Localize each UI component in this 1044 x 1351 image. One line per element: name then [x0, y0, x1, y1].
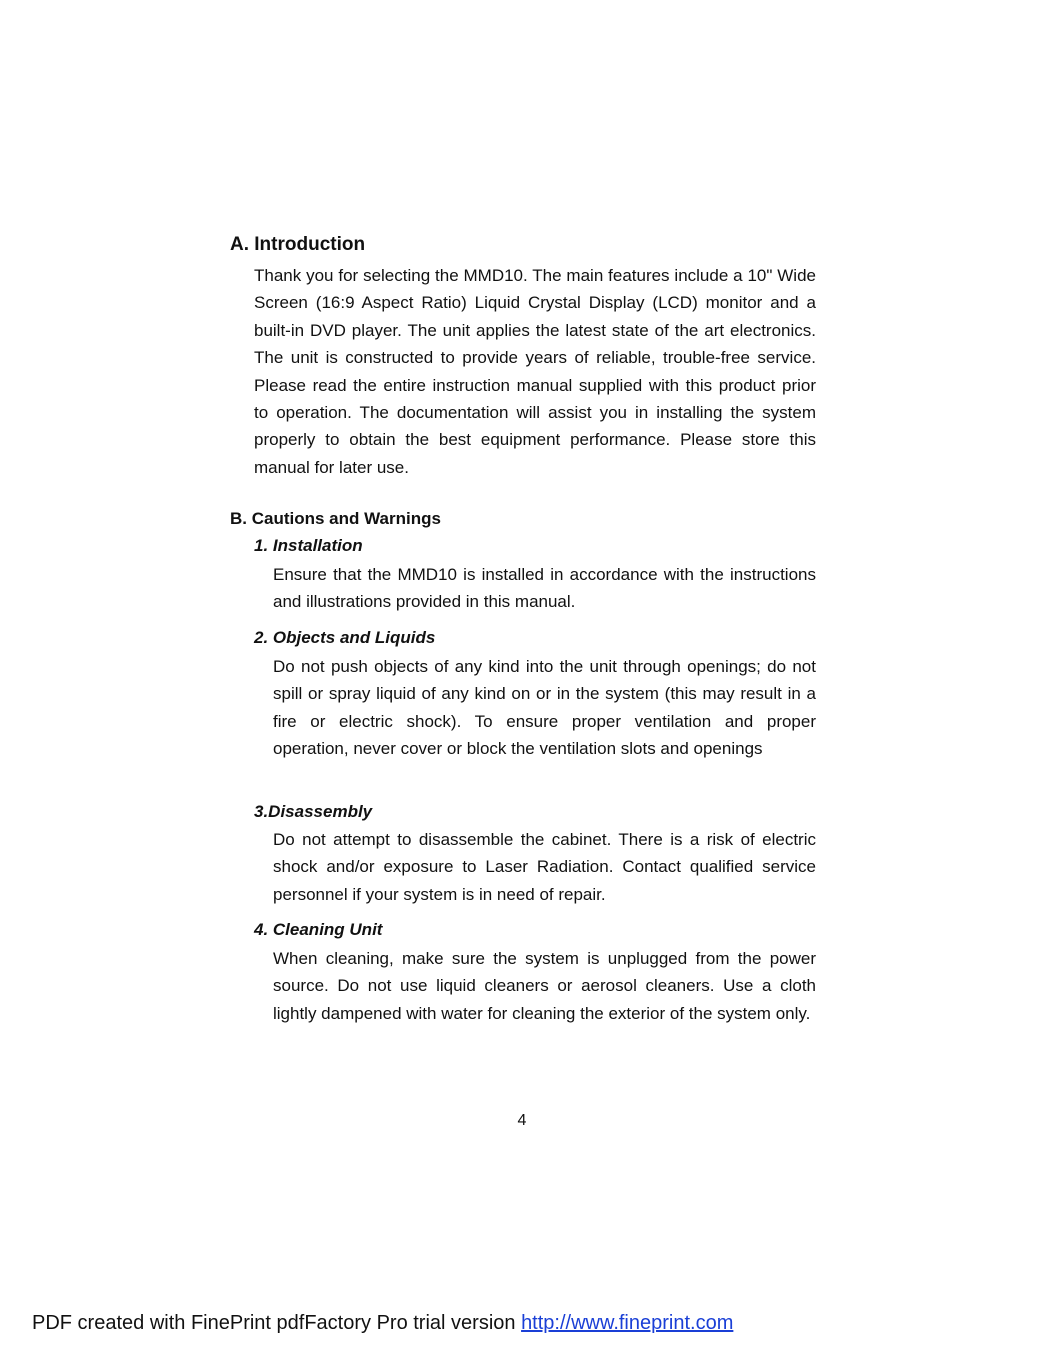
cleaning-text: When cleaning, make sure the system is unplugged from the power source. Do not use liquid cleaners or aerosol cleaners. Use a cloth lightly dampened with water for cleaning the exterior of the system only. — [273, 949, 816, 1023]
introduction-heading: A. Introduction — [230, 234, 366, 255]
fineprint-link[interactable]: http://www.fineprint.com — [521, 1312, 734, 1334]
installation-heading: 1. Installation — [254, 536, 363, 555]
objects-liquids-text: Do not push objects of any kind into the unit through openings; do not spill or spray liquid of any kind on or in the system (this may result in a fire or electric shock). To ensure proper ventilation and proper operation, never cover or block the ventilation slots and openings — [273, 657, 816, 759]
cleaning-heading: 4. Cleaning Unit — [254, 920, 383, 939]
cautions-heading: B. Cautions and Warnings — [230, 509, 441, 528]
disassembly-text: Do not attempt to disassemble the cabinet. There is a risk of electric shock and/or exposure to Laser Radiation. Contact qualified service personnel if your system is in need of repair. — [273, 830, 816, 904]
installation-text: Ensure that the MMD10 is installed in accordance with the instructions and illustrations provided in this manual. — [273, 565, 816, 612]
objects-liquids-heading: 2. Objects and Liquids — [254, 628, 436, 647]
page-number: 4 — [517, 1112, 527, 1129]
footer-text: PDF created with FinePrint pdfFactory Pro trial version — [32, 1312, 522, 1334]
pdf-footer — [32, 1312, 733, 1335]
disassembly-heading: 3.Disassembly — [254, 802, 373, 821]
introduction-text: Thank you for selecting the MMD10. The main features include a 10" Wide Screen (16:9 Aspect Ratio) Liquid Crystal Display (LCD) monitor and a built-in DVD player. The unit applies the latest state of the art electronics. The unit is constructed to provide years of reliable, trouble-free service. Please read the entire instruction manual supplied with this product prior to operation. The documentation will assist you in installing the system properly to obtain the best equipment performance. Please store this manual for later use. — [254, 266, 816, 477]
